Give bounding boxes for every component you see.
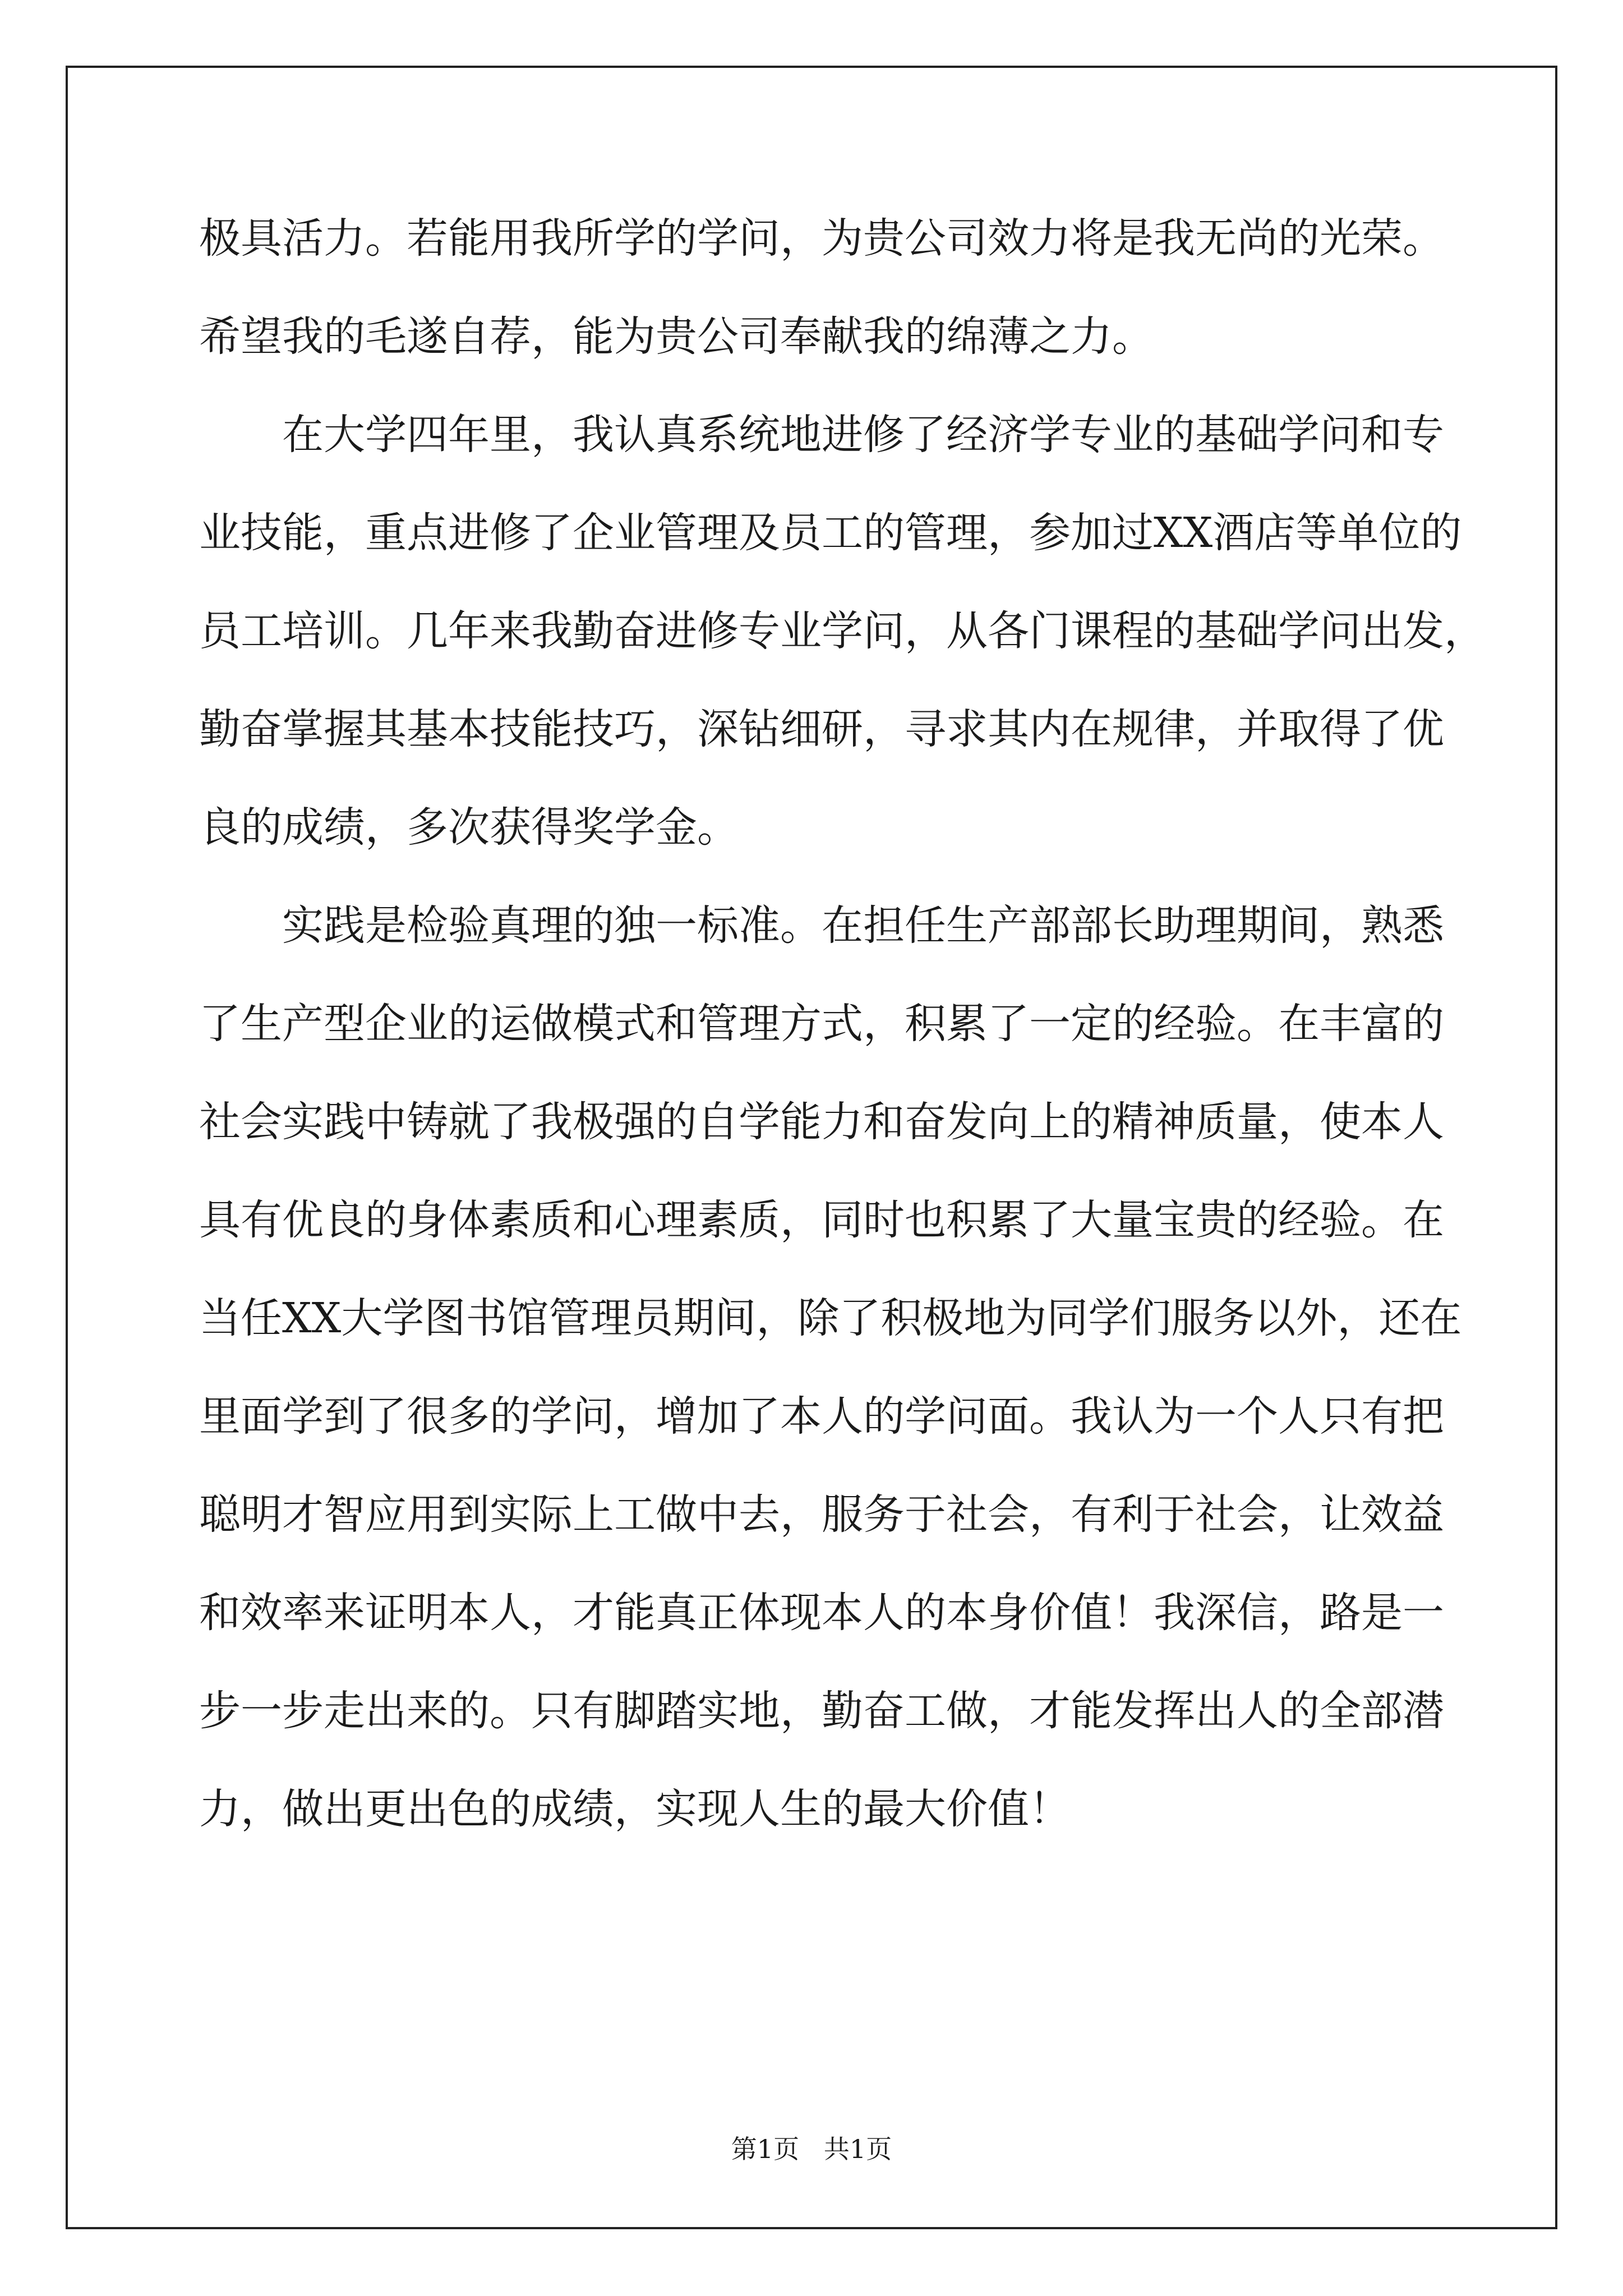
text-line: 员工培训。几年来我勤奋进修专业学问，从各门课程的基础学问出发，: [199, 607, 1486, 655]
text-line: 当任XX大学图书馆管理员期间，除了积极地为同学们服务以外，还在: [199, 1294, 1462, 1342]
paragraph: [199, 877, 1462, 1858]
text-line: 在大学四年里，我认真系统地进修了经济学专业的基础学问和专: [282, 411, 1444, 459]
text-line: 聪明才智应用到实际上工做中去，服务于社会，有利于社会，让效益: [199, 1490, 1444, 1539]
paragraph: [199, 190, 1444, 386]
text-line: 希望我的毛遂自荐，能为贵公司奉献我的绵薄之力。: [199, 312, 1154, 361]
page-number-label: 第1页 共1页: [731, 2134, 892, 2164]
text-line: 社会实践中铸就了我极强的自学能力和奋发向上的精神质量，使本人: [199, 1098, 1444, 1146]
text-line: 和效率来证明本人，才能真正体现本人的本身价值！我深信，路是一: [199, 1589, 1444, 1637]
text-line: 勤奋掌握其基本技能技巧，深钻细研，寻求其内在规律，并取得了优: [199, 705, 1444, 753]
text-line: 具有优良的身体素质和心理素质，同时也积累了大量宝贵的经验。在: [199, 1196, 1444, 1244]
text-line: 了生产型企业的运做模式和管理方式，积累了一定的经验。在丰富的: [199, 1000, 1444, 1048]
text-line: 极具活力。若能用我所学的学问，为贵公司效力将是我无尚的光荣。: [199, 214, 1444, 263]
page-footer: [0, 2129, 1623, 2166]
text-line: 业技能，重点进修了企业管理及员工的管理，参加过XX酒店等单位的: [199, 509, 1462, 557]
text-line: 里面学到了很多的学问，增加了本人的学问面。我认为一个人只有把: [199, 1392, 1444, 1441]
paragraph: [199, 386, 1486, 877]
text-line: 力，做出更出色的成绩，实现人生的最大价值！: [199, 1785, 1071, 1833]
document-body: [199, 190, 1486, 1858]
text-line: 实践是检验真理的独一标准。在担任生产部部长助理期间，熟悉: [282, 901, 1444, 950]
text-line: 良的成绩，多次获得奖学金。: [199, 803, 739, 852]
text-line: 步一步走出来的。只有脚踏实地，勤奋工做，才能发挥出人的全部潜: [199, 1687, 1444, 1735]
